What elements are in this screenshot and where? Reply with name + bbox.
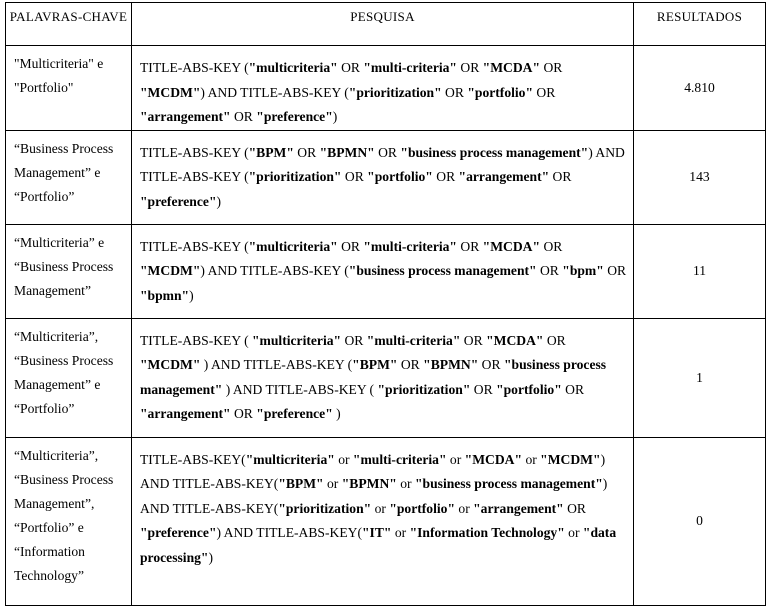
query-operator: OR — [441, 84, 468, 100]
query-operator: OR — [603, 263, 627, 278]
query-term: "portfolio" — [496, 381, 562, 397]
query-term: "bpm" — [562, 263, 604, 278]
query-term: "multicriteria" — [248, 60, 338, 75]
query-term: "prioritization" — [348, 84, 442, 100]
query-term: "multi-criteria" — [363, 238, 457, 254]
query-operator: ) — [189, 287, 194, 303]
query-operator: ) AND TITLE-ABS-KEY( — [140, 451, 606, 491]
query-term: "multi-criteria" — [352, 451, 447, 467]
query-operator: ) AND TITLE-ABS-KEY ( — [200, 263, 349, 278]
query-term: "data processing" — [140, 525, 617, 565]
query-term: "preference" — [140, 525, 217, 540]
table-row — [6, 46, 766, 131]
query-operator: OR — [432, 169, 459, 184]
query-operator: ) AND TITLE-ABS-KEY ( — [222, 381, 378, 397]
query-operator: TITLE-ABS-KEY( — [140, 451, 246, 467]
header-keywords: PALAVRAS-CHAVE — [6, 3, 132, 46]
query-operator: OR — [337, 238, 364, 254]
search-results-table — [5, 2, 766, 606]
query-operator: or — [396, 476, 415, 491]
query-operator: TITLE-ABS-KEY ( — [140, 332, 252, 348]
query-operator: OR — [397, 357, 424, 372]
query-term: "prioritization" — [377, 381, 471, 397]
query-term: "arrangement" — [473, 500, 564, 516]
query-term: "bpmn" — [140, 287, 190, 303]
query-term: "BPM" — [248, 144, 294, 160]
query-term: "BPM" — [278, 476, 324, 491]
query-term: "preference" — [140, 193, 217, 209]
query-term: "Information Technology" — [409, 525, 565, 540]
query-operator: OR — [293, 144, 320, 160]
query-term: "multi-criteria" — [363, 60, 457, 75]
query-term: "multicriteria" — [252, 332, 342, 348]
query-operator: or — [323, 476, 342, 491]
query-term: "multicriteria" — [245, 451, 335, 467]
table-row — [6, 437, 766, 605]
query-term: "BPM" — [352, 357, 398, 372]
query-operator: OR — [341, 332, 367, 348]
result-cell: 11 — [634, 224, 766, 318]
query-term: "arrangement" — [458, 169, 550, 184]
query-operator: ) AND TITLE-ABS-KEY( — [140, 476, 608, 516]
query-operator: ) — [216, 193, 222, 209]
query-operator: or — [334, 451, 353, 467]
query-operator: or — [455, 500, 474, 516]
keywords-cell: “Business Process Management” e “Portfolio” — [6, 130, 132, 224]
query-term: "prioritization" — [248, 169, 342, 184]
query-operator: or — [564, 525, 583, 540]
query-operator: OR — [341, 169, 368, 184]
query-operator: ) AND TITLE-ABS-KEY ( — [200, 84, 349, 100]
query-cell — [132, 318, 634, 437]
query-term: "MCDM" — [140, 357, 201, 372]
query-term: "MCDM" — [140, 263, 201, 278]
query-operator: OR — [456, 60, 483, 75]
query-operator: OR — [533, 84, 556, 100]
keywords-cell: “Multicriteria”, “Business Process Management”, “Portfolio” e “Information Technology” — [6, 437, 132, 605]
query-operator: TITLE-ABS-KEY ( — [140, 144, 249, 160]
result-cell: 143 — [634, 130, 766, 224]
query-term: "BPMN" — [319, 144, 375, 160]
query-operator: OR — [460, 332, 487, 348]
query-term: "business process management" — [400, 144, 589, 160]
query-term: "multicriteria" — [248, 238, 338, 254]
header-search: PESQUISA — [132, 3, 634, 46]
query-operator: ) — [208, 549, 214, 565]
query-cell — [132, 437, 634, 605]
query-term: "preference" — [256, 109, 333, 124]
query-operator: or — [391, 525, 410, 540]
query-term: "BPMN" — [341, 476, 397, 491]
query-term: "MCDA" — [464, 451, 523, 467]
query-operator: OR — [536, 263, 563, 278]
keywords-cell: “Multicriteria”, “Business Process Management” e “Portfolio” — [6, 318, 132, 437]
query-term: "prioritization" — [278, 500, 372, 516]
query-term: "portfolio" — [467, 84, 534, 100]
result-cell: 1 — [634, 318, 766, 437]
keywords-cell: “Multicriteria” e “Business Process Management” — [6, 224, 132, 318]
query-term: "MCDM" — [140, 84, 201, 100]
query-operator: or — [522, 451, 541, 467]
query-term: "business process management" — [414, 476, 603, 491]
query-term: "MCDA" — [486, 332, 544, 348]
table-row — [6, 130, 766, 224]
query-term: "BPMN" — [423, 357, 479, 372]
query-operator: or — [371, 500, 390, 516]
header-results: RESULTADOS — [634, 3, 766, 46]
query-operator: OR — [549, 169, 572, 184]
query-operator: ) AND TITLE-ABS-KEY ( — [140, 144, 625, 184]
query-term: "MCDA" — [482, 238, 541, 254]
keywords-cell: "Multicriteria" e "Portfolio" — [6, 46, 132, 131]
query-operator: OR — [563, 500, 587, 516]
query-operator: TITLE-ABS-KEY ( — [140, 60, 249, 75]
query-term: "portfolio" — [367, 169, 433, 184]
query-operator: OR — [561, 381, 585, 397]
query-operator: ) — [332, 109, 338, 124]
query-cell — [132, 130, 634, 224]
query-operator: OR — [543, 332, 566, 348]
query-operator: OR — [470, 381, 497, 397]
query-operator: ) — [332, 406, 341, 421]
query-term: "MCDM" — [540, 451, 601, 467]
table-row — [6, 318, 766, 437]
query-operator: OR — [374, 144, 401, 160]
query-cell — [132, 224, 634, 318]
query-cell — [132, 46, 634, 131]
query-term: "arrangement" — [140, 109, 231, 124]
query-term: "multi-criteria" — [366, 332, 461, 348]
table-row — [6, 224, 766, 318]
query-operator: OR — [478, 357, 504, 372]
query-operator: OR — [456, 238, 483, 254]
query-term: "business process management" — [140, 357, 607, 397]
query-term: "preference" — [256, 406, 333, 421]
query-term: "MCDA" — [482, 60, 541, 75]
query-operator: ) AND TITLE-ABS-KEY( — [216, 525, 362, 540]
query-operator: OR — [540, 60, 563, 75]
query-operator: ) AND TITLE-ABS-KEY ( — [200, 357, 353, 372]
query-operator: TITLE-ABS-KEY ( — [140, 238, 249, 254]
result-cell: 4.810 — [634, 46, 766, 131]
query-operator: or — [446, 451, 465, 467]
query-term: "IT" — [361, 525, 392, 540]
query-term: "business process management" — [348, 263, 537, 278]
query-operator: OR — [230, 109, 257, 124]
table-header-row — [6, 3, 766, 46]
query-term: "arrangement" — [140, 406, 231, 421]
result-cell: 0 — [634, 437, 766, 605]
query-term: "portfolio" — [389, 500, 455, 516]
query-operator: OR — [230, 406, 257, 421]
query-operator: OR — [337, 60, 364, 75]
query-operator: OR — [540, 238, 563, 254]
